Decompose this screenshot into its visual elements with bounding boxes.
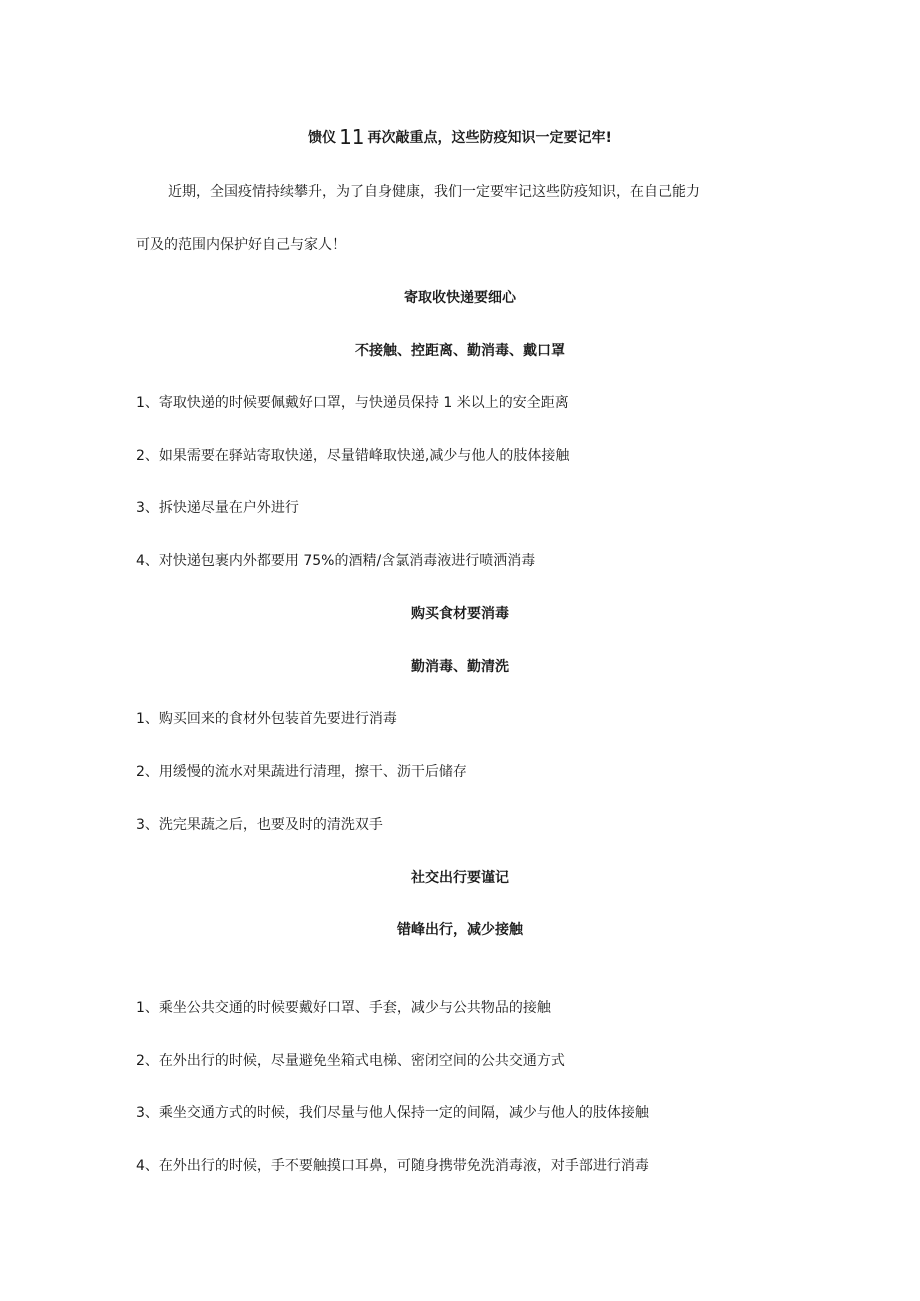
- intro-line-1: 近期，全国疫情持续攀升，为了自身健康，我们一定要牢记这些防疫知识，在自己能力: [168, 184, 700, 200]
- list-item: 2、用缓慢的流水对果蔬进行清理，擦干、沥干后储存: [136, 764, 467, 780]
- title-number: 11: [339, 125, 365, 149]
- section-heading-express: 寄取收快递要细心: [404, 290, 516, 306]
- list-item: 1、乘坐公共交通的时候要戴好口罩、手套，减少与公共物品的接触: [136, 1000, 551, 1016]
- list-item: 4、对快递包裹内外都要用 75%的酒精/含氯消毒液进行喷洒消毒: [136, 553, 536, 569]
- list-item: 1、寄取快递的时候要佩戴好口罩，与快递员保持 1 米以上的安全距离: [136, 395, 569, 411]
- section-subheading-express: 不接触、控距离、勤消毒、戴口罩: [355, 343, 565, 359]
- title-suffix: 再次敲重点，这些防疫知识一定要记牢!: [367, 130, 612, 146]
- section-subheading-travel: 错峰出行，减少接触: [397, 922, 523, 938]
- intro-line-2: 可及的范围内保护好自己与家人！: [136, 237, 346, 253]
- section-heading-food: 购买食材要消毒: [411, 606, 509, 622]
- list-item: 3、洗完果蔬之后，也要及时的清洗双手: [136, 817, 383, 833]
- section-subheading-food: 勤消毒、勤清洗: [411, 659, 509, 675]
- list-item: 3、乘坐交通方式的时候，我们尽量与他人保持一定的间隔，减少与他人的肢体接触: [136, 1105, 649, 1121]
- list-item: 2、在外出行的时候，尽量避免坐箱式电梯、密闭空间的公共交通方式: [136, 1053, 565, 1069]
- list-item: 4、在外出行的时候，手不要触摸口耳鼻，可随身携带免洗消毒液，对手部进行消毒: [136, 1158, 649, 1174]
- document-title: [0, 127, 920, 148]
- section-heading-travel: 社交出行要谨记: [411, 870, 509, 886]
- list-item: 1、购买回来的食材外包装首先要进行消毒: [136, 711, 397, 727]
- list-item: 3、拆快递尽量在户外进行: [136, 500, 299, 516]
- title-prefix: 馈仪: [308, 130, 337, 146]
- list-item: 2、如果需要在驿站寄取快递，尽量错峰取快递,减少与他人的肢体接触: [136, 448, 570, 464]
